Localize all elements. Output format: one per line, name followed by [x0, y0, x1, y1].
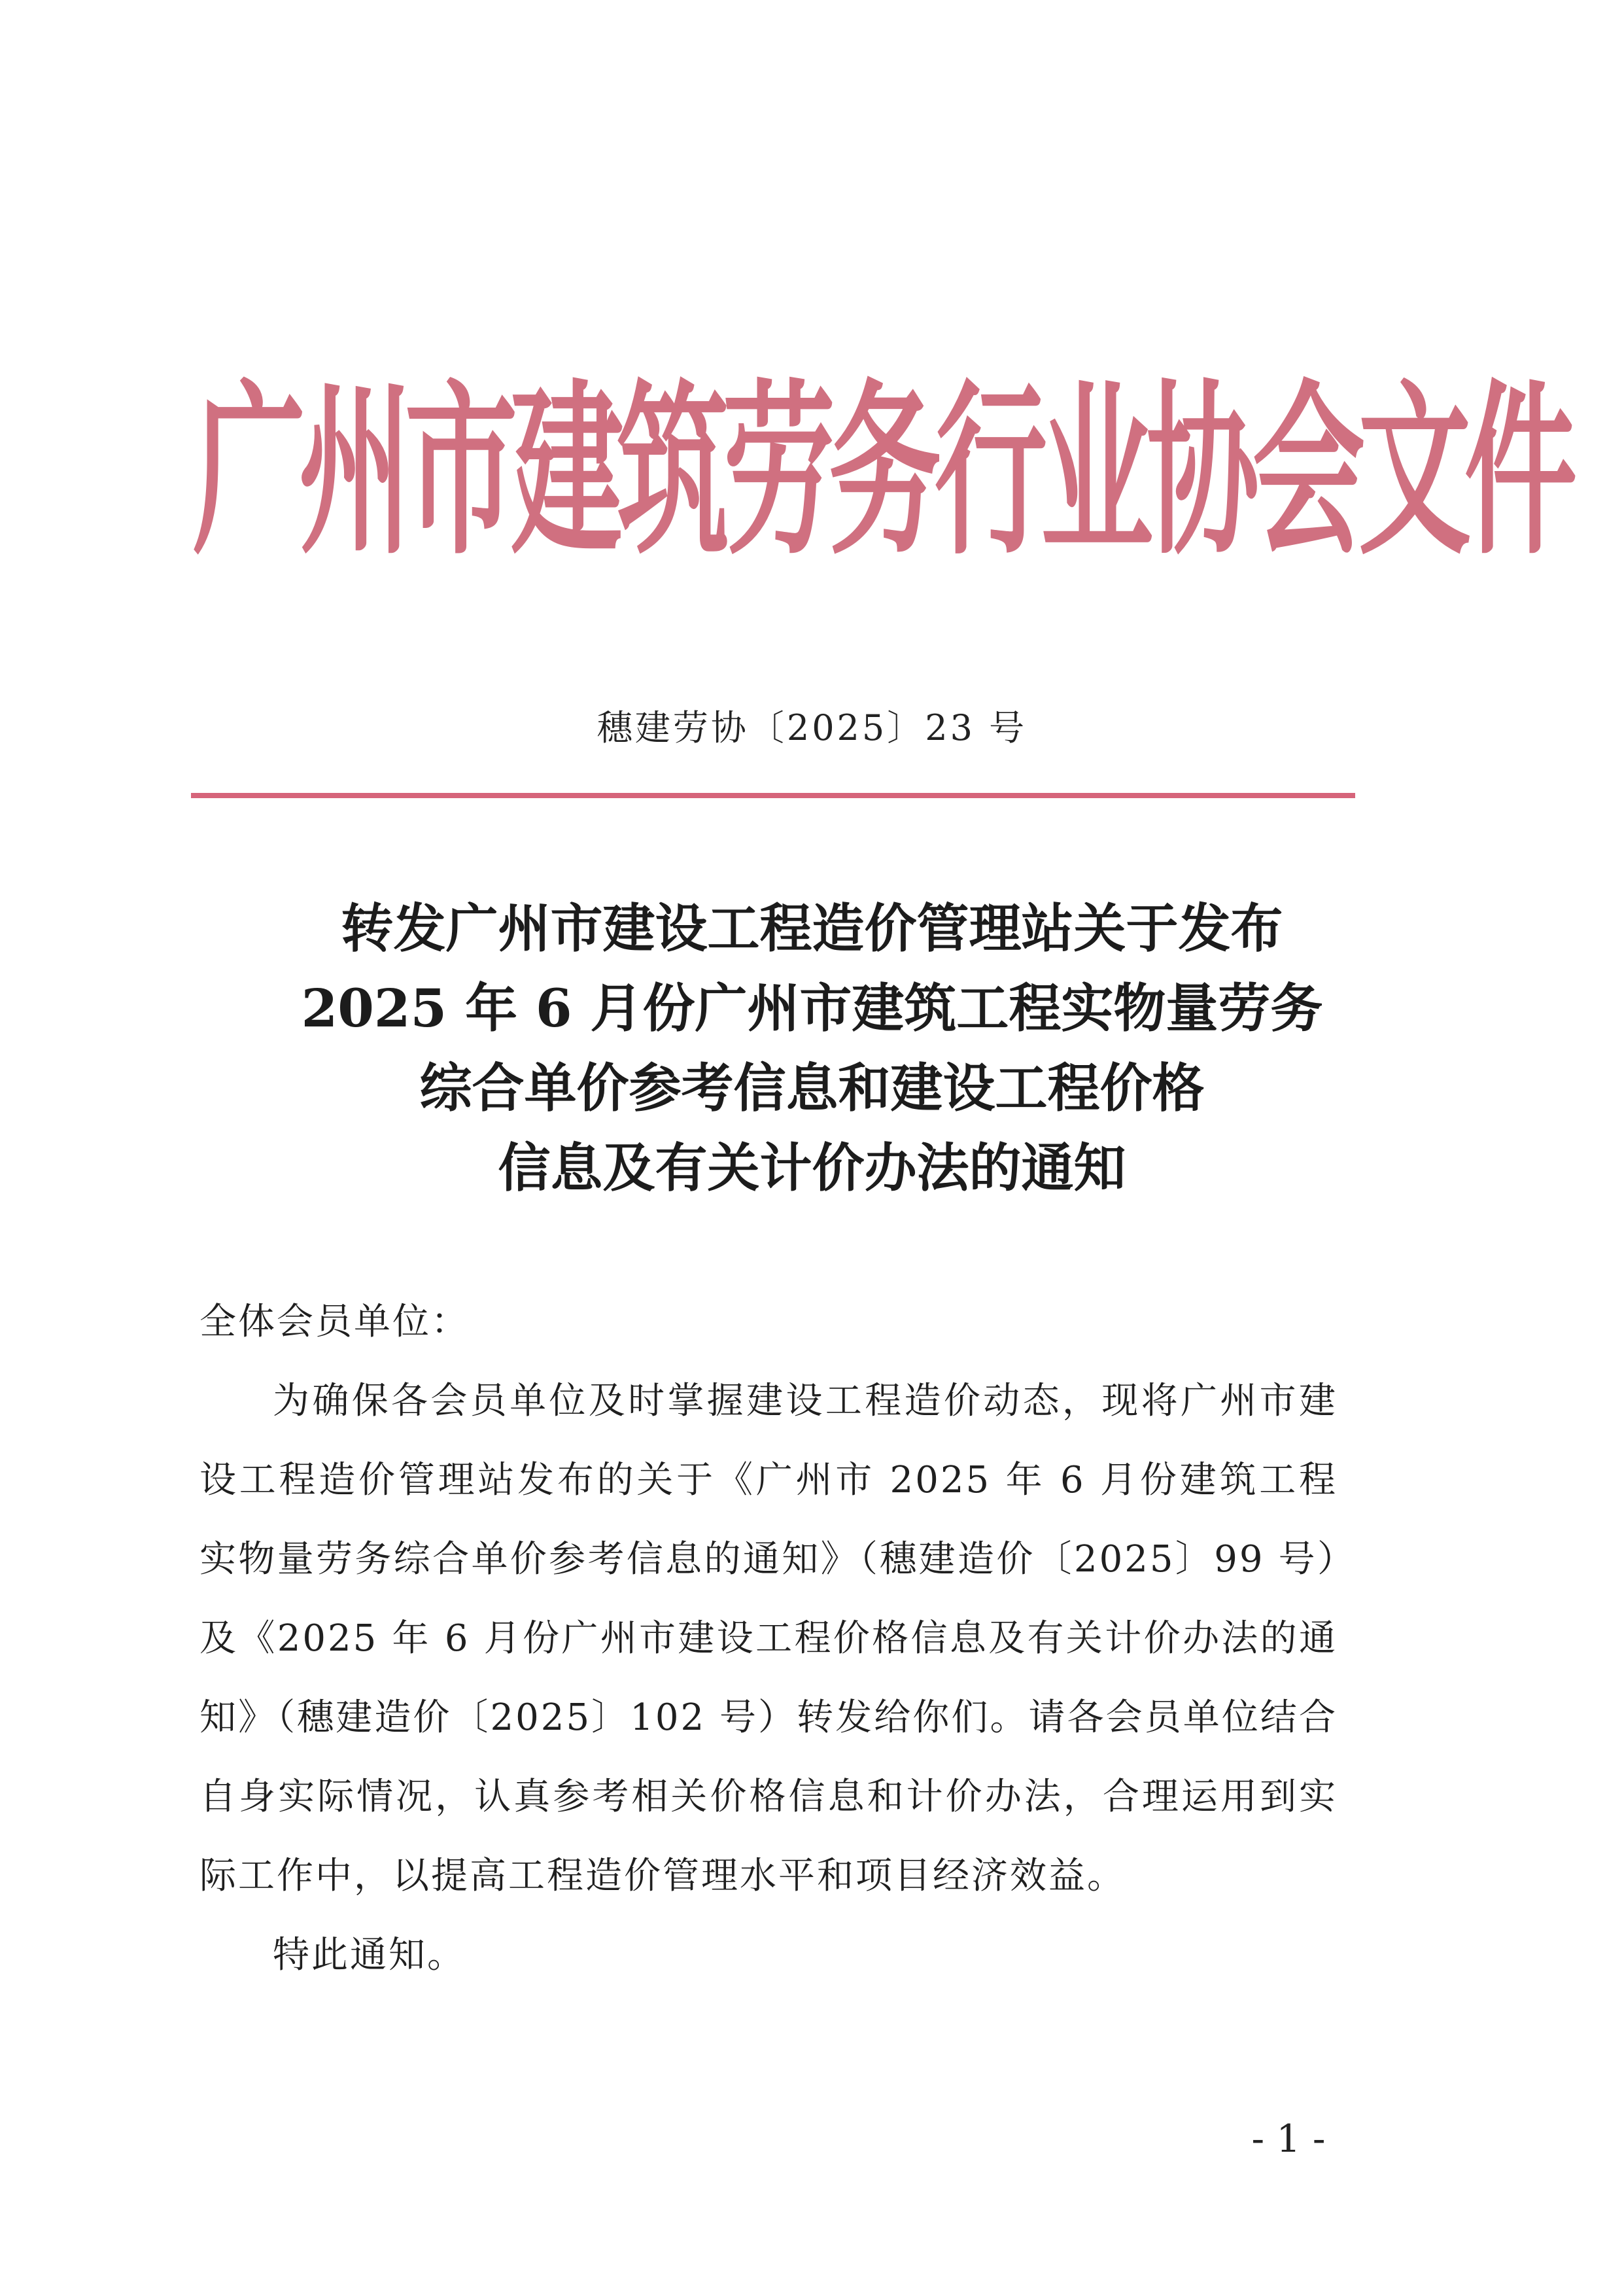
salutation: 全体会员单位： — [199, 1301, 470, 1343]
title-line: 转发广州市建设工程造价管理站关于发布 — [341, 898, 1283, 959]
masthead-char: 市 — [405, 360, 517, 580]
masthead-char: 筑 — [617, 360, 729, 580]
masthead-char: 务 — [829, 360, 941, 580]
notice-body — [199, 1282, 1338, 1995]
title-line: 2025 年 6 月份广州市建筑工程实物量劳务 — [301, 977, 1323, 1039]
masthead-title — [193, 360, 1577, 580]
title-line: 综合单价参考信息和建设工程价格 — [419, 1057, 1205, 1119]
document-number: 穗建劳协〔2025〕23 号 — [596, 707, 1028, 748]
masthead-char: 建 — [511, 360, 623, 580]
red-separator-line — [191, 793, 1355, 798]
masthead-char: 广 — [193, 360, 305, 580]
masthead-char: 业 — [1041, 360, 1153, 580]
masthead-char: 会 — [1253, 360, 1365, 580]
masthead-char: 劳 — [723, 360, 835, 580]
body-paragraph: 为确保各会员单位及时掌握建设工程造价动态，现将广州市建设工程造价管理站发布的关于《广州市 2025 年 6 月份建筑工程实物量劳务综合单价参考信息的通知》（穗建造价〔2025〕99 号）及《2025 年 6 月份广州市建设工程价格信息及有关计价办法的通知》（穗建造价〔2025〕102 号）转发给你们。请各会员单位结合自身实际情况，认真参考相关价格信息和计价办法，合理运用到实际工作中，以提高工程造价管理水平和项目经济效益。 — [199, 1380, 1338, 1897]
notice-title — [164, 888, 1460, 1208]
masthead-char: 协 — [1147, 360, 1259, 580]
masthead-char: 州 — [299, 360, 411, 580]
masthead-char: 文 — [1358, 360, 1471, 580]
masthead-char: 件 — [1464, 360, 1577, 580]
closing-line: 特此通知。 — [273, 1934, 466, 1976]
page-number: - 1 - — [1251, 2116, 1326, 2161]
title-line: 信息及有关计价办法的通知 — [498, 1137, 1126, 1199]
masthead-char: 行 — [935, 360, 1047, 580]
